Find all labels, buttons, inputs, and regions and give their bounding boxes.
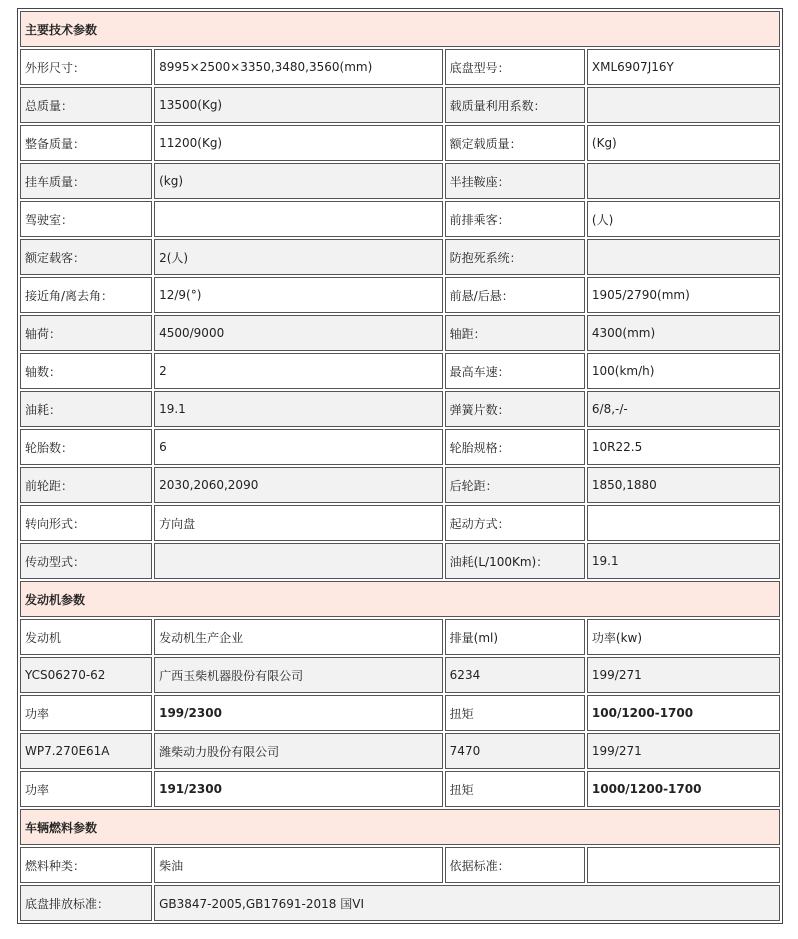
engine-header-displacement: 排量(ml) (445, 619, 585, 655)
value-spring-count: 6/8,-/- (587, 391, 780, 427)
value-total-mass: 13500(Kg) (154, 87, 443, 123)
label-rated-passengers: 额定载客： (20, 239, 152, 275)
label-steering: 转向形式： (20, 505, 152, 541)
label-emission-standard: 底盘排放标准： (20, 885, 152, 921)
engine-header-model: 发动机 (20, 619, 152, 655)
label-spring-count: 弹簧片数： (445, 391, 585, 427)
label-approach-angle: 接近角/离去角： (20, 277, 152, 313)
label-load-factor: 载质量利用系数： (445, 87, 585, 123)
engine2-model: WP7.270E61A (20, 733, 152, 769)
spec-table (17, 8, 783, 924)
label-trailer-mass: 挂车质量： (20, 163, 152, 199)
value-tire-count: 6 (154, 429, 443, 465)
label-rear-track: 后轮距： (445, 467, 585, 503)
value-tire-spec: 10R22.5 (587, 429, 780, 465)
label-standard: 依据标准： (445, 847, 585, 883)
value-wheelbase: 4300(mm) (587, 315, 780, 351)
label-fuel-type: 燃料种类： (20, 847, 152, 883)
section-title-main: 主要技术参数 (20, 11, 780, 47)
value-chassis-model: XML6907J16Y (587, 49, 780, 85)
engine1-model: YCS06270-62 (20, 657, 152, 693)
value-overhang: 1905/2790(mm) (587, 277, 780, 313)
value-front-passengers: (人) (587, 201, 780, 237)
label-drive-type: 传动型式： (20, 543, 152, 579)
label-total-mass: 总质量： (20, 87, 152, 123)
value-rated-load: (Kg) (587, 125, 780, 161)
value-rated-passengers: 2(人) (154, 239, 443, 275)
value-start-method (587, 505, 780, 541)
engine2-torque-value: 1000/1200-1700 (587, 771, 780, 807)
engine1-displacement: 6234 (445, 657, 585, 693)
engine2-power-label: 功率 (20, 771, 152, 807)
label-axle-load: 轴荷： (20, 315, 152, 351)
value-fuel-type: 柴油 (154, 847, 443, 883)
value-dimensions: 8995×2500×3350,3480,3560(mm) (154, 49, 443, 85)
value-abs (587, 239, 780, 275)
value-drive-type (154, 543, 443, 579)
value-fuel-per-100km: 19.1 (587, 543, 780, 579)
value-rear-track: 1850,1880 (587, 467, 780, 503)
engine1-maker: 广西玉柴机器股份有限公司 (154, 657, 443, 693)
engine1-torque-value: 100/1200-1700 (587, 695, 780, 731)
label-dimensions: 外形尺寸： (20, 49, 152, 85)
value-fuel-consumption: 19.1 (154, 391, 443, 427)
value-standard (587, 847, 780, 883)
value-load-factor (587, 87, 780, 123)
label-max-speed: 最高车速： (445, 353, 585, 389)
value-steering: 方向盘 (154, 505, 443, 541)
label-wheelbase: 轴距： (445, 315, 585, 351)
label-chassis-model: 底盘型号： (445, 49, 585, 85)
label-curb-mass: 整备质量： (20, 125, 152, 161)
label-axle-count: 轴数： (20, 353, 152, 389)
label-rated-load: 额定载质量： (445, 125, 585, 161)
engine2-power-value: 191/2300 (154, 771, 443, 807)
engine2-maker: 潍柴动力股份有限公司 (154, 733, 443, 769)
label-fuel-per-100km: 油耗(L/100Km)： (445, 543, 585, 579)
engine-header-maker: 发动机生产企业 (154, 619, 443, 655)
engine1-power-value: 199/2300 (154, 695, 443, 731)
engine1-power: 199/271 (587, 657, 780, 693)
label-fifth-wheel: 半挂鞍座： (445, 163, 585, 199)
value-curb-mass: 11200(Kg) (154, 125, 443, 161)
label-start-method: 起动方式： (445, 505, 585, 541)
value-axle-load: 4500/9000 (154, 315, 443, 351)
engine2-torque-label: 扭矩 (445, 771, 585, 807)
engine1-torque-label: 扭矩 (445, 695, 585, 731)
value-max-speed: 100(km/h) (587, 353, 780, 389)
engine1-power-label: 功率 (20, 695, 152, 731)
value-trailer-mass: (kg) (154, 163, 443, 199)
engine2-displacement: 7470 (445, 733, 585, 769)
value-emission-standard: GB3847-2005,GB17691-2018 国VI (154, 885, 780, 921)
section-title-fuel: 车辆燃料参数 (20, 809, 780, 845)
label-abs: 防抱死系统： (445, 239, 585, 275)
value-front-track: 2030,2060,2090 (154, 467, 443, 503)
spec-container (17, 8, 783, 924)
label-tire-count: 轮胎数： (20, 429, 152, 465)
label-front-passengers: 前排乘客： (445, 201, 585, 237)
label-cab: 驾驶室： (20, 201, 152, 237)
engine-header-power: 功率(kw) (587, 619, 780, 655)
value-approach-angle: 12/9(°) (154, 277, 443, 313)
label-fuel-consumption: 油耗： (20, 391, 152, 427)
value-fifth-wheel (587, 163, 780, 199)
label-tire-spec: 轮胎规格： (445, 429, 585, 465)
value-cab (154, 201, 443, 237)
engine2-power: 199/271 (587, 733, 780, 769)
label-front-track: 前轮距： (20, 467, 152, 503)
label-overhang: 前悬/后悬： (445, 277, 585, 313)
value-axle-count: 2 (154, 353, 443, 389)
section-title-engine: 发动机参数 (20, 581, 780, 617)
